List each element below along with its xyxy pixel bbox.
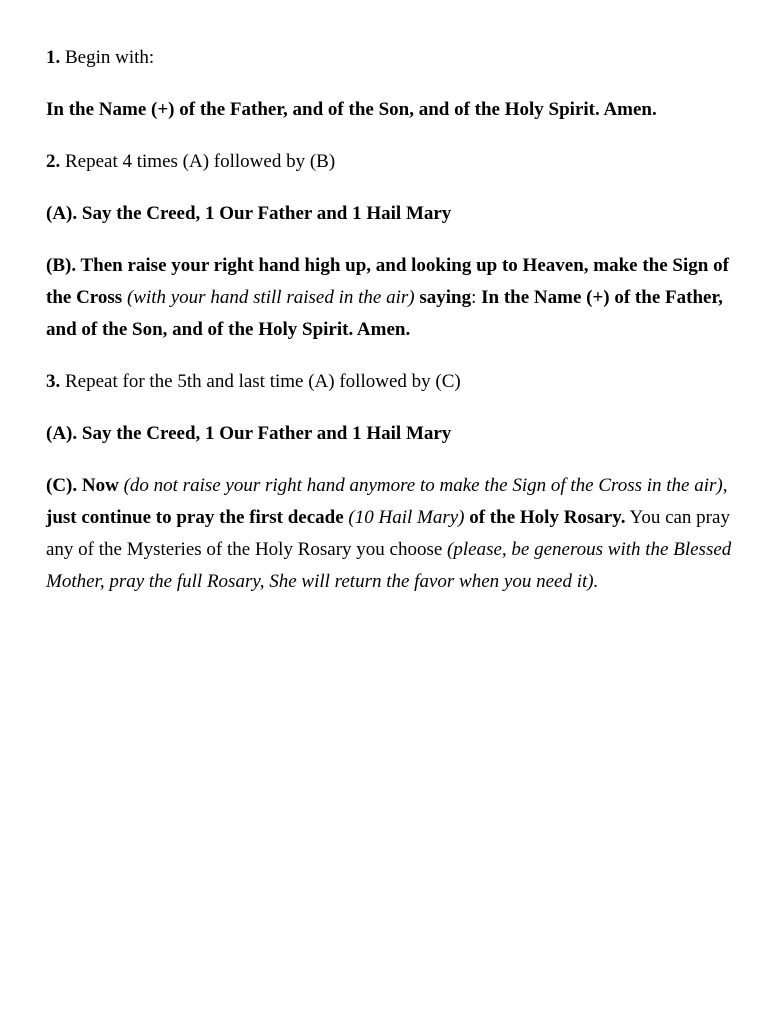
c-plain-1: You can pray any of the Mysteries of the Holy Rosary you choose bbox=[46, 507, 730, 560]
c-italic-3: (please, be generous with the Blessed Mother, pray the full Rosary, She will return the favor when you need it). bbox=[46, 539, 732, 592]
step-2-intro bbox=[46, 146, 736, 178]
c-italic-1: (do not raise your right hand anymore to make the Sign of the Cross in the air), bbox=[118, 475, 728, 496]
step-3-number: 3. bbox=[46, 371, 61, 392]
step-3-intro bbox=[46, 366, 736, 398]
step-1-text: Begin with: bbox=[60, 47, 155, 68]
step-2-a-line: (A). Say the Creed, 1 Our Father and 1 Hail Mary bbox=[46, 203, 452, 224]
c-bold-3: of the Holy Rosary. bbox=[464, 507, 626, 528]
step-1-number: 1. bbox=[46, 47, 61, 68]
b-bold-2: saying bbox=[414, 287, 472, 308]
b-bold-3: In the Name (+) of the Father, and of the Son, and of the Holy Spirit. Amen. bbox=[46, 287, 723, 340]
step-1-intro bbox=[46, 42, 736, 74]
b-bold-1: (B). Then raise your right hand high up, and looking up to Heaven, make the Sign of the Cross bbox=[46, 255, 729, 308]
c-italic-2: (10 Hail Mary) bbox=[343, 507, 465, 528]
step-3-c-paragraph bbox=[46, 470, 736, 598]
b-colon: : bbox=[471, 287, 477, 308]
step-3-a-line: (A). Say the Creed, 1 Our Father and 1 Hail Mary bbox=[46, 423, 452, 444]
c-bold-2: just continue to pray the first decade bbox=[46, 507, 344, 528]
step-1-prayer: In the Name (+) of the Father, and of the Son, and of the Holy Spirit. Amen. bbox=[46, 99, 657, 120]
step-3-text: Repeat for the 5th and last time (A) followed by (C) bbox=[60, 371, 461, 392]
step-2-number: 2. bbox=[46, 151, 61, 172]
step-2-b-paragraph bbox=[46, 250, 736, 346]
c-bold-1: (C). Now bbox=[46, 475, 119, 496]
b-italic-1: (with your hand still raised in the air) bbox=[122, 287, 415, 308]
step-2-text: Repeat 4 times (A) followed by (B) bbox=[60, 151, 336, 172]
document-page bbox=[46, 42, 736, 618]
